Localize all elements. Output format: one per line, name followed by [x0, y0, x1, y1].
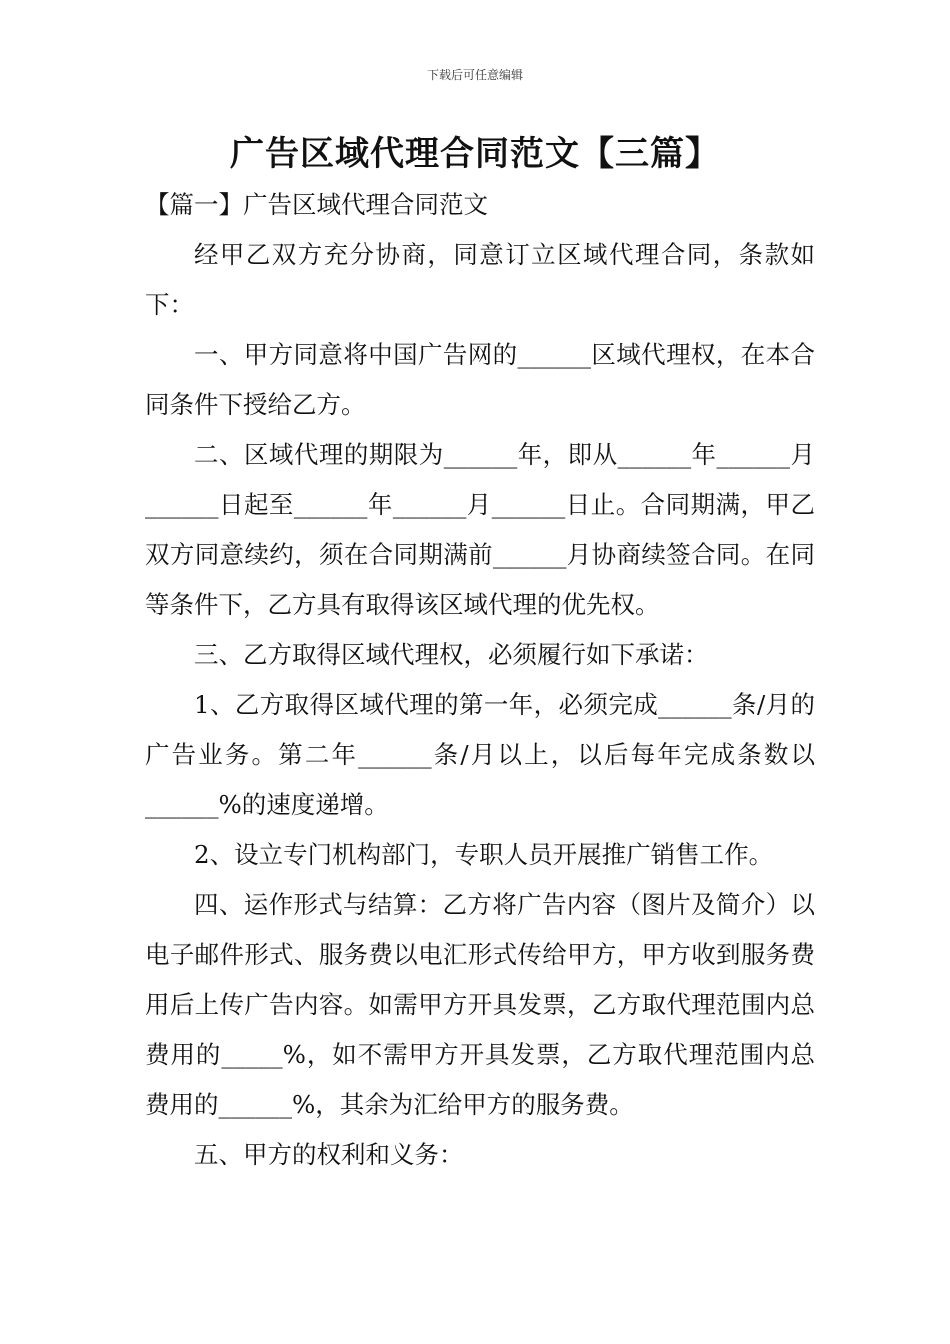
paragraph-clause-4: 四、运作形式与结算：乙方将广告内容（图片及简介）以电子邮件形式、服务费以电汇形式传给甲方，甲方收到服务费用后上传广告内容。如需甲方开具发票，乙方取代理范围内总费用的_____%，如不需甲方开具发票，乙方取代理范围内总费用的______%，其余为汇给甲方的服务费。: [145, 890, 815, 1119]
paragraph-intro: 经甲乙双方充分协商，同意订立区域代理合同，条款如下：: [145, 240, 815, 319]
paragraph-clause-3-1: 1、乙方取得区域代理的第一年，必须完成______条/月的广告业务。第二年______条/月以上，以后每年完成条数以______%的速度递增。: [145, 690, 815, 819]
document-body: [145, 180, 815, 1180]
paragraph-clause-3-2: 2、设立专门机构部门，专职人员开展推广销售工作。: [194, 840, 774, 869]
paragraph-clause-1: 一、甲方同意将中国广告网的______区域代理权，在本合同条件下授给乙方。: [145, 340, 815, 419]
section-subtitle: 【篇一】广告区域代理合同范文: [145, 190, 488, 219]
document-title: 广告区域代理合同范文【三篇】: [230, 134, 720, 174]
paragraph-clause-5: 五、甲方的权利和义务：: [194, 1140, 464, 1169]
paragraph-clause-3: 三、乙方取得区域代理权，必须履行如下承诺：: [194, 640, 709, 669]
header-note: 下载后可任意编辑: [426, 68, 523, 82]
paragraph-clause-2: 二、区域代理的期限为______年，即从______年______月______日起至______年______月______日止。合同期满，甲乙双方同意续约，须在合同期满前______月协商续签合同。在同等条件下，乙方具有取得该区域代理的优先权。: [145, 440, 815, 619]
